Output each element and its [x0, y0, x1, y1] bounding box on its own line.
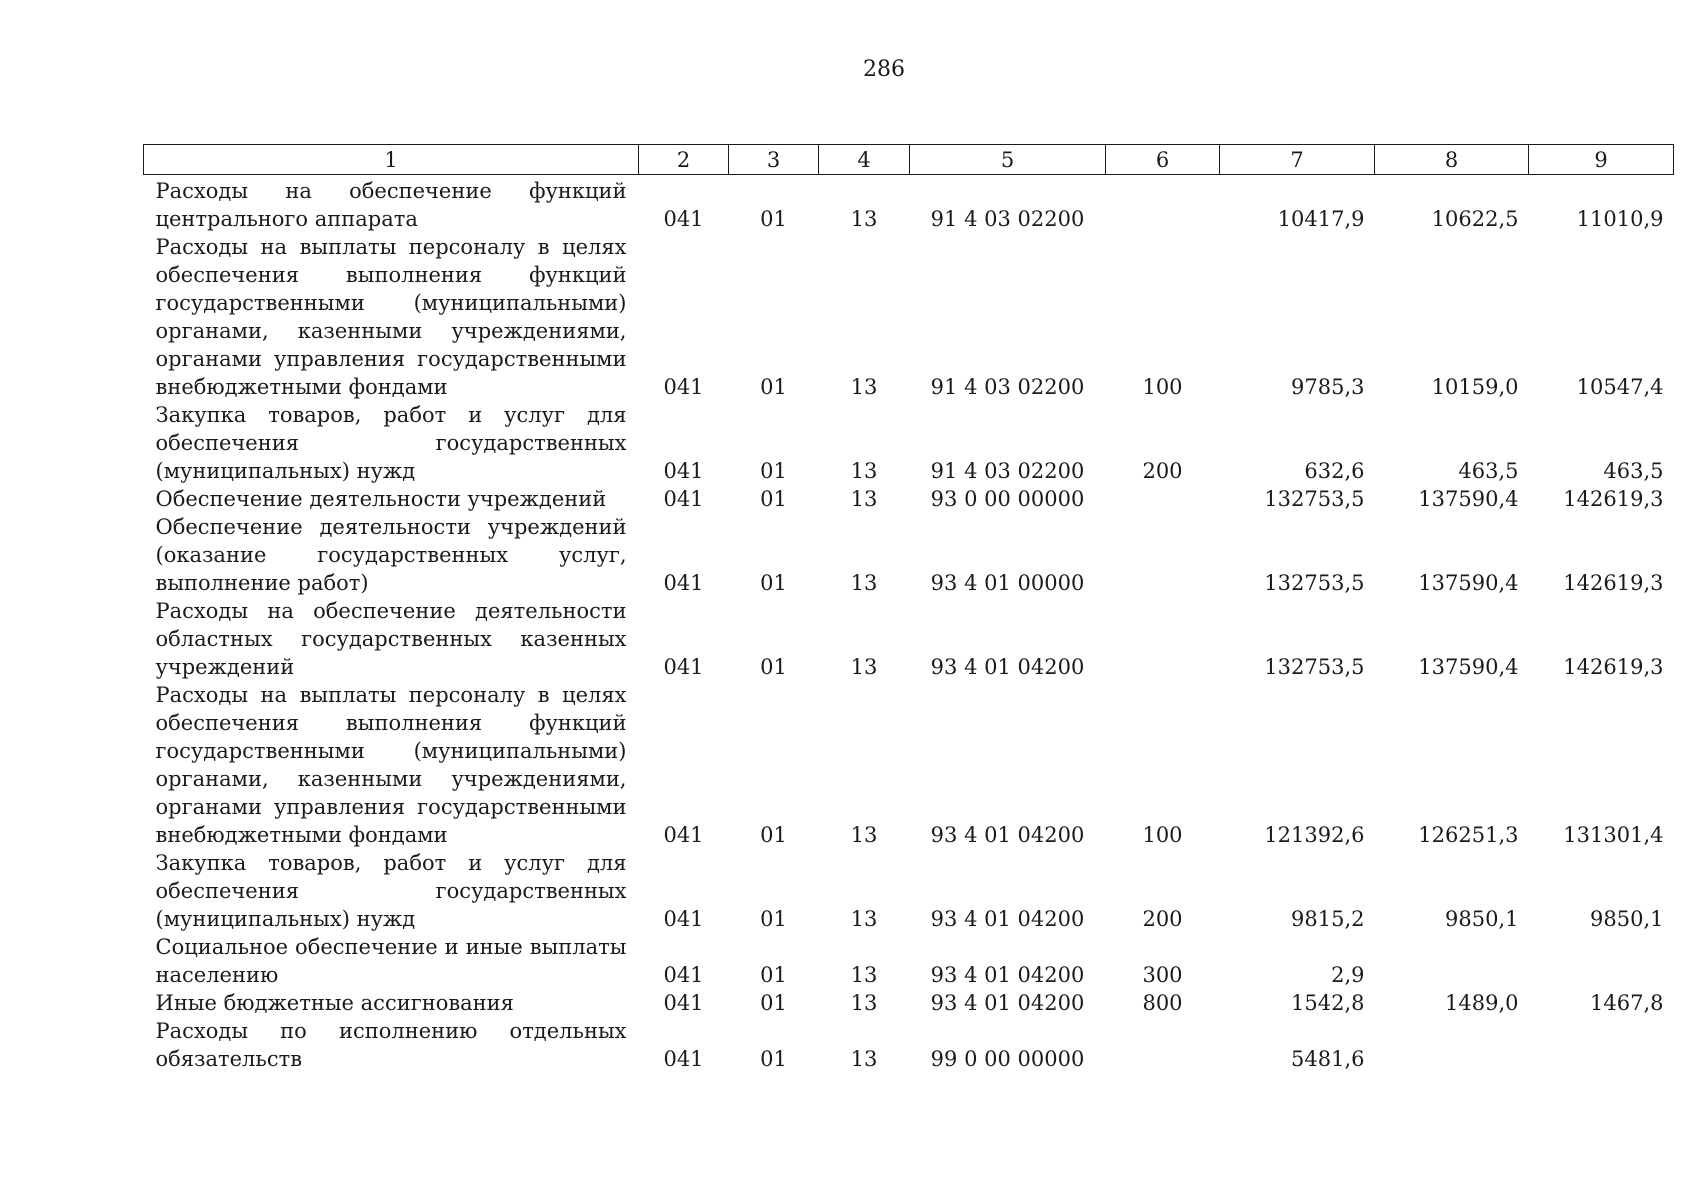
table-row [144, 401, 1674, 485]
amount-col-8: 137590,4 [1418, 655, 1519, 679]
subsection-code: 13 [850, 571, 878, 595]
amount-col-9 [1529, 933, 1674, 989]
ministry-code: 041 [663, 571, 704, 595]
amount-col-8 [1375, 1017, 1529, 1073]
table-row [144, 233, 1674, 401]
amount-col-9: 131301,4 [1563, 823, 1664, 847]
amount-col-7: 132753,5 [1264, 571, 1365, 595]
header-cell: 4 [819, 145, 910, 175]
subsection-code: 13 [850, 207, 878, 231]
section-code: 01 [760, 207, 787, 231]
amount-col-9 [1529, 1017, 1674, 1073]
expense-name: Закупка товаров, работ и услуг для обеспечения государственных (муниципальных) нужд [155, 851, 627, 931]
ministry-code: 041 [663, 907, 704, 931]
target-article-code: 93 0 00 00000 [930, 487, 1085, 511]
amount-col-9: 142619,3 [1563, 571, 1664, 595]
amount-col-7: 9785,3 [1291, 375, 1365, 399]
section-code: 01 [760, 1047, 787, 1071]
expense-type-code: 100 [1142, 823, 1183, 847]
expense-type-code: 200 [1142, 459, 1183, 483]
section-code: 01 [760, 963, 787, 987]
column-number-header [144, 145, 1674, 175]
subsection-code: 13 [850, 823, 878, 847]
subsection-code: 13 [850, 375, 878, 399]
target-article-code: 99 0 00 00000 [930, 1047, 1085, 1071]
ministry-code: 041 [663, 1047, 704, 1071]
amount-col-8: 137590,4 [1418, 487, 1519, 511]
ministry-code: 041 [663, 207, 704, 231]
expense-type-code [1106, 1017, 1220, 1073]
section-code: 01 [760, 991, 787, 1015]
amount-col-8: 137590,4 [1418, 571, 1519, 595]
ministry-code: 041 [663, 375, 704, 399]
section-code: 01 [760, 459, 787, 483]
expense-type-code: 200 [1142, 907, 1183, 931]
page-number: 286 [863, 57, 905, 82]
subsection-code: 13 [850, 907, 878, 931]
amount-col-9: 10547,4 [1576, 375, 1664, 399]
table-row [144, 513, 1674, 597]
amount-col-8: 10622,5 [1431, 207, 1519, 231]
target-article-code: 93 4 01 00000 [930, 571, 1085, 595]
section-code: 01 [760, 907, 787, 931]
header-cell: 7 [1220, 145, 1375, 175]
table-row [144, 597, 1674, 681]
budget-table [143, 144, 1674, 1073]
expense-name: Расходы на выплаты персоналу в целях обеспечения выполнения функций государственными (муниципальными) органами, казенными учреждениями, органами управления государственными внебюджетными фондами [155, 683, 627, 847]
amount-col-8 [1375, 933, 1529, 989]
expense-name: Расходы на выплаты персоналу в целях обеспечения выполнения функций государственными (муниципальными) органами, казенными учреждениями, органами управления государственными внебюджетными фондами [155, 235, 627, 399]
expense-type-code [1106, 175, 1220, 234]
target-article-code: 93 4 01 04200 [930, 907, 1085, 931]
amount-col-9: 463,5 [1603, 459, 1664, 483]
header-cell: 9 [1529, 145, 1674, 175]
amount-col-7: 10417,9 [1277, 207, 1365, 231]
subsection-code: 13 [850, 963, 878, 987]
expense-type-code [1106, 485, 1220, 513]
target-article-code: 91 4 03 02200 [930, 459, 1085, 483]
subsection-code: 13 [850, 487, 878, 511]
header-cell: 3 [729, 145, 819, 175]
ministry-code: 041 [663, 655, 704, 679]
table-row [144, 1017, 1674, 1073]
section-code: 01 [760, 655, 787, 679]
amount-col-9: 142619,3 [1563, 487, 1664, 511]
expense-type-code: 100 [1142, 375, 1183, 399]
ministry-code: 041 [663, 823, 704, 847]
ministry-code: 041 [663, 963, 704, 987]
target-article-code: 93 4 01 04200 [930, 991, 1085, 1015]
table-row [144, 849, 1674, 933]
amount-col-8: 463,5 [1458, 459, 1519, 483]
expense-name: Расходы на обеспечение деятельности областных государственных казенных учреждений [155, 599, 627, 679]
header-cell: 5 [910, 145, 1106, 175]
amount-col-7: 132753,5 [1264, 487, 1365, 511]
amount-col-8: 1489,0 [1445, 991, 1519, 1015]
expense-type-code [1106, 513, 1220, 597]
header-cell: 1 [144, 145, 639, 175]
amount-col-8: 10159,0 [1431, 375, 1519, 399]
target-article-code: 91 4 03 02200 [930, 207, 1085, 231]
table-row [144, 175, 1674, 234]
amount-col-9: 9850,1 [1590, 907, 1664, 931]
header-cell: 8 [1375, 145, 1529, 175]
subsection-code: 13 [850, 991, 878, 1015]
header-cell: 6 [1106, 145, 1220, 175]
subsection-code: 13 [850, 1047, 878, 1071]
table-row [144, 989, 1674, 1017]
amount-col-7: 9815,2 [1291, 907, 1365, 931]
amount-col-9: 1467,8 [1590, 991, 1664, 1015]
expense-name: Социальное обеспечение и иные выплаты населению [155, 935, 627, 987]
expense-name: Закупка товаров, работ и услуг для обеспечения государственных (муниципальных) нужд [155, 403, 627, 483]
expense-name: Иные бюджетные ассигнования [155, 991, 514, 1015]
amount-col-7: 5481,6 [1291, 1047, 1365, 1071]
table-row [144, 485, 1674, 513]
section-code: 01 [760, 823, 787, 847]
subsection-code: 13 [850, 655, 878, 679]
amount-col-9: 142619,3 [1563, 655, 1664, 679]
header-cell: 2 [639, 145, 729, 175]
amount-col-9: 11010,9 [1576, 207, 1664, 231]
ministry-code: 041 [663, 487, 704, 511]
expense-name: Обеспечение деятельности учреждений [155, 487, 607, 511]
ministry-code: 041 [663, 459, 704, 483]
table-row [144, 933, 1674, 989]
expense-name: Обеспечение деятельности учреждений (оказание государственных услуг, выполнение работ) [155, 515, 627, 595]
amount-col-7: 632,6 [1304, 459, 1365, 483]
target-article-code: 93 4 01 04200 [930, 823, 1085, 847]
section-code: 01 [760, 571, 787, 595]
table-row [144, 681, 1674, 849]
target-article-code: 93 4 01 04200 [930, 963, 1085, 987]
section-code: 01 [760, 375, 787, 399]
ministry-code: 041 [663, 991, 704, 1015]
amount-col-7: 1542,8 [1291, 991, 1365, 1015]
target-article-code: 93 4 01 04200 [930, 655, 1085, 679]
amount-col-7: 2,9 [1331, 963, 1365, 987]
section-code: 01 [760, 487, 787, 511]
amount-col-7: 121392,6 [1264, 823, 1365, 847]
expense-name: Расходы на обеспечение функций центрального аппарата [155, 179, 627, 231]
subsection-code: 13 [850, 459, 878, 483]
amount-col-8: 126251,3 [1418, 823, 1519, 847]
target-article-code: 91 4 03 02200 [930, 375, 1085, 399]
expense-type-code: 800 [1142, 991, 1183, 1015]
expense-name: Расходы по исполнению отдельных обязательств [155, 1019, 627, 1071]
amount-col-7: 132753,5 [1264, 655, 1365, 679]
expense-type-code: 300 [1142, 963, 1183, 987]
amount-col-8: 9850,1 [1445, 907, 1519, 931]
expense-type-code [1106, 597, 1220, 681]
